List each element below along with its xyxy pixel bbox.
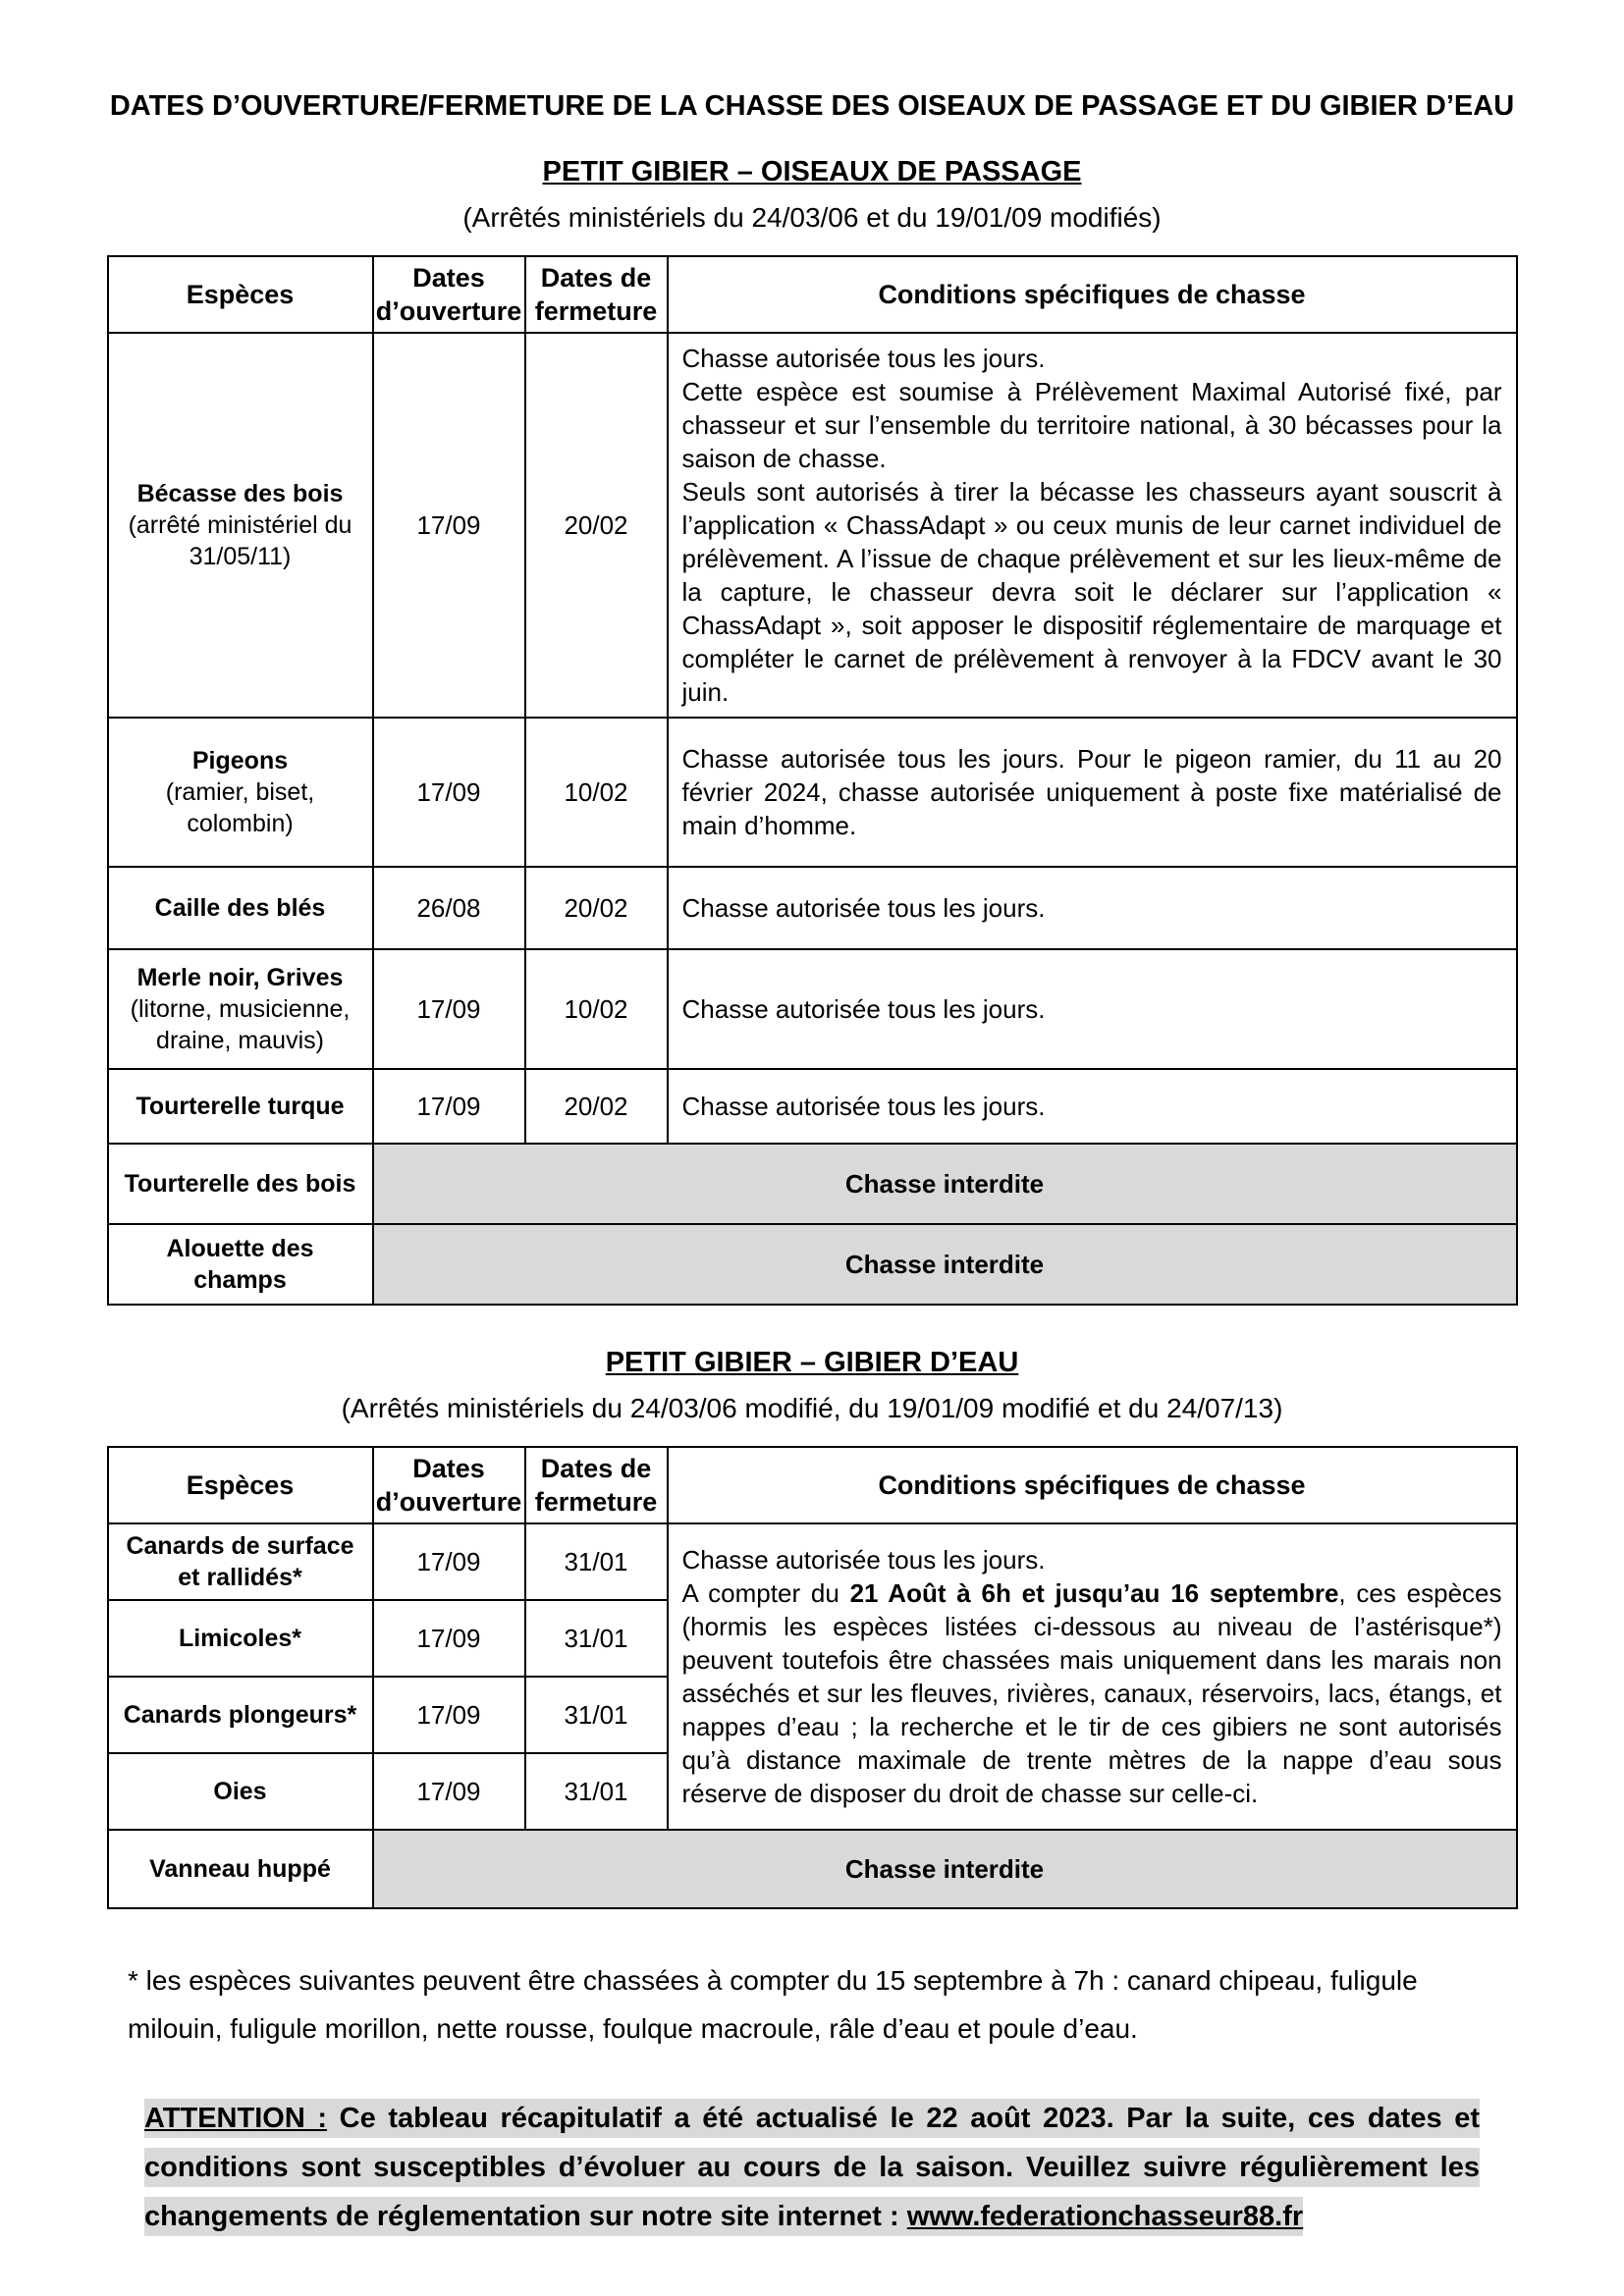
open-date-cell: 17/09: [373, 333, 525, 718]
website-link[interactable]: www.federationchasseur88.fr: [906, 2201, 1304, 2232]
species-name: Alouette des champs: [166, 1235, 314, 1294]
species-name: Caille des blés: [154, 894, 326, 922]
conditions-paragraph: Chasse autorisée tous les jours.: [681, 893, 1046, 923]
open-date-cell: 17/09: [373, 1677, 525, 1753]
open-date-cell: 26/08: [373, 867, 525, 949]
table-row: [108, 867, 1517, 949]
conditions-paragraph: Chasse autorisée tous les jours. Pour le pigeon ramier, du 11 au 20 février 2024, chasse autorisée uniquement à poste fixe matérialisé de main d’homme.: [681, 744, 1502, 840]
banned-cell: Chasse interdite: [373, 1830, 1517, 1908]
column-header-close-dates: Dates de fermeture: [525, 256, 668, 333]
column-header-species: Espèces: [108, 1447, 373, 1523]
species-table-birds: [107, 255, 1518, 1306]
table-row: [108, 333, 1517, 718]
species-name: Tourterelle turque: [135, 1093, 345, 1120]
species-cell: [108, 1144, 373, 1224]
species-note: (arrêté ministériel du 31/05/11): [128, 511, 352, 570]
species-cell: [108, 1830, 373, 1908]
column-header-open-dates: Dates d’ouverture: [373, 1447, 525, 1523]
table-row: [108, 949, 1517, 1069]
conditions-paragraph: Cette espèce est soumise à Prélèvement Maximal Autorisé fixé, par chasseur et sur l’ensemble du territoire national, à 30 bécasses pour la saison de chasse.: [681, 377, 1502, 473]
conditions-cell: [668, 949, 1517, 1069]
close-date-cell: 20/02: [525, 1069, 668, 1144]
table-row: [108, 1069, 1517, 1144]
conditions-paragraph: Chasse autorisée tous les jours.: [681, 344, 1046, 373]
table-row: [108, 1830, 1517, 1908]
close-date-cell: 31/01: [525, 1600, 668, 1677]
attention-label: ATTENTION :: [144, 2103, 328, 2134]
species-name: Canards de surface et rallidés*: [126, 1532, 354, 1591]
attention-text: Ce tableau récapitulatif a été actualisé le 22 août 2023. Par la suite, ces dates et conditions sont susceptibles d’évoluer au cours de la saison. Veuillez suivre régulièrement les changements de réglementation sur notre site internet :: [144, 2103, 1480, 2232]
species-cell: [108, 949, 373, 1069]
species-cell: [108, 1523, 373, 1600]
open-date-cell: 17/09: [373, 1753, 525, 1830]
species-cell: [108, 1224, 373, 1305]
open-date-cell: 17/09: [373, 1600, 525, 1677]
conditions-cell: [668, 333, 1517, 718]
close-date-cell: 20/02: [525, 333, 668, 718]
table-row: [108, 1224, 1517, 1305]
conditions-cell-merged: [668, 1523, 1517, 1830]
section-heading-water: PETIT GIBIER – GIBIER D’EAU: [605, 1347, 1019, 1378]
table-header-row: [108, 256, 1517, 333]
column-header-open-dates: Dates d’ouverture: [373, 256, 525, 333]
conditions-paragraph: [682, 1576, 1502, 1810]
decree-note-water: (Arrêtés ministériels du 24/03/06 modifié, du 19/01/09 modifié et du 24/07/13): [341, 1393, 1283, 1423]
species-name: Tourterelle des bois: [124, 1170, 356, 1198]
attention-note: [144, 2094, 1480, 2241]
open-date-cell: 17/09: [373, 718, 525, 867]
banned-cell: Chasse interdite: [373, 1224, 1517, 1305]
conditions-paragraph: Chasse autorisée tous les jours.: [681, 1545, 1046, 1575]
conditions-text: , ces espèces (hormis les espèces listées ci-dessous au niveau de l’astérisque*) peuvent toutefois être chassées mais uniquement dans les marais non asséchés et sur les fleuves, rivières, canaux, réservoirs, lacs, étangs, et nappes d’eau ; la recherche et le tir de ces gibiers ne sont autorisés qu’à distance maximale de trente mètres de la nappe d’eau sous réserve de disposer du droit de chasse sur celle-ci.: [681, 1578, 1502, 1808]
decree-note-birds: (Arrêtés ministériels du 24/03/06 et du 19/01/09 modifiés): [462, 202, 1162, 233]
conditions-paragraph: Seuls sont autorisés à tirer la bécasse les chasseurs ayant souscrit à l’application « ChassAdapt » ou ceux munis de leur carnet individuel de prélèvement. A l’issue de chaque prélèvement et sur les lieux-même de la capture, le chasseur devra soit le déclarer sur l’application « ChassAdapt », soit apposer le dispositif réglementaire de marquage et compléter le carnet de prélèvement à renvoyer à la FDCV avant le 30 juin.: [681, 477, 1502, 707]
open-date-cell: 17/09: [373, 1523, 525, 1600]
column-header-conditions: Conditions spécifiques de chasse: [668, 1447, 1517, 1523]
species-note: (ramier, biset, colombin): [165, 778, 315, 837]
conditions-bold-text: 21 Août à 6h et jusqu’au 16 septembre: [849, 1578, 1339, 1608]
species-name: Oies: [213, 1778, 267, 1805]
close-date-cell: 31/01: [525, 1677, 668, 1753]
species-name: Bécasse des bois: [136, 480, 344, 507]
column-header-species: Espèces: [108, 256, 373, 333]
table-header-row: [108, 1447, 1517, 1523]
species-cell: [108, 1677, 373, 1753]
species-cell: [108, 333, 373, 718]
page-title: DATES D’OUVERTURE/FERMETURE DE LA CHASSE DES OISEAUX DE PASSAGE ET DU GIBIER D’EAU: [109, 90, 1515, 122]
open-date-cell: 17/09: [373, 1069, 525, 1144]
asterisk-footnote: * les espèces suivantes peuvent être chassées à compter du 15 septembre à 7h : canard chipeau, fuligule milouin, fuligule morillon, nette rousse, foulque macroule, râle d’eau et poule d’eau.: [128, 1965, 1418, 2044]
conditions-text: A compter du: [681, 1578, 850, 1608]
attention-highlight: [144, 2099, 1480, 2236]
species-cell: [108, 1753, 373, 1830]
conditions-cell: [668, 718, 1517, 867]
close-date-cell: 10/02: [525, 949, 668, 1069]
species-cell: [108, 867, 373, 949]
column-header-conditions: Conditions spécifiques de chasse: [668, 256, 1517, 333]
conditions-paragraph: Chasse autorisée tous les jours.: [681, 994, 1046, 1024]
conditions-cell: [668, 867, 1517, 949]
species-note: (litorne, musicienne, draine, mauvis): [130, 995, 351, 1054]
close-date-cell: 31/01: [525, 1523, 668, 1600]
species-name: Merle noir, Grives: [136, 964, 344, 991]
conditions-cell: [668, 1069, 1517, 1144]
species-table-water: [107, 1446, 1518, 1909]
conditions-paragraph: Chasse autorisée tous les jours.: [681, 1092, 1046, 1121]
species-cell: [108, 718, 373, 867]
column-header-close-dates: Dates de fermeture: [525, 1447, 668, 1523]
species-name: Vanneau huppé: [149, 1855, 331, 1883]
section-heading-birds: PETIT GIBIER – OISEAUX DE PASSAGE: [542, 156, 1082, 187]
species-cell: [108, 1600, 373, 1677]
species-cell: [108, 1069, 373, 1144]
species-name: Pigeons: [191, 747, 289, 774]
table-row: [108, 718, 1517, 867]
open-date-cell: 17/09: [373, 949, 525, 1069]
close-date-cell: 20/02: [525, 867, 668, 949]
table-row: [108, 1523, 1517, 1600]
species-name: Limicoles*: [178, 1625, 302, 1652]
species-name: Canards plongeurs*: [123, 1701, 357, 1729]
table-row: [108, 1144, 1517, 1224]
banned-cell: Chasse interdite: [373, 1144, 1517, 1224]
close-date-cell: 10/02: [525, 718, 668, 867]
close-date-cell: 31/01: [525, 1753, 668, 1830]
